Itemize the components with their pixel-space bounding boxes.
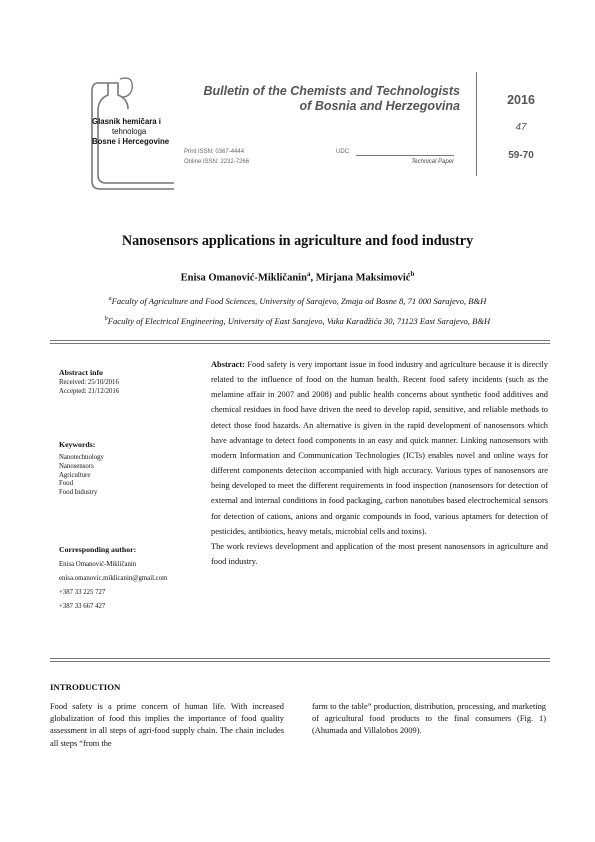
keywords-list xyxy=(59,454,104,498)
separator-bottom-2 xyxy=(50,661,550,662)
keywords-heading: Keywords: xyxy=(59,440,96,449)
logo-line1: Glasnik hemičara i xyxy=(92,117,161,126)
affiliation-a-text: Faculty of Agriculture and Food Sciences, University of Sarajevo, Zmaja od Bosne 8, 71 000 Sarajevo, B&H xyxy=(111,296,487,306)
keyword-item: Agriculture xyxy=(59,471,91,479)
received-date: Received: 25/10/2016 xyxy=(59,379,119,386)
corresponding-author-heading: Corresponding author: xyxy=(59,545,137,554)
introduction-heading: INTRODUCTION xyxy=(50,682,121,692)
abstract-paragraph-2: The work reviews development and application of the most present nanosensors in agriculture and food industry. xyxy=(211,541,548,567)
author-2-name: Mirjana Maksimović xyxy=(315,272,411,284)
author-2-sup: b xyxy=(410,270,415,278)
paper-title: Nanosensors applications in agriculture and food industry xyxy=(121,233,474,249)
abstract-paragraph-1 xyxy=(211,357,548,539)
header-divider xyxy=(476,72,477,176)
corresponding-author-email[interactable]: enisa.omanovic.miklicanin@gmail.com xyxy=(59,575,168,582)
keyword-item: Food Industry xyxy=(59,489,98,497)
affiliation-a xyxy=(40,296,555,306)
logo-text xyxy=(92,117,169,147)
logo-line2: tehnologa xyxy=(112,127,147,136)
affiliation-a-sup: a xyxy=(108,296,112,303)
year: 2016 xyxy=(507,93,535,107)
keyword-item: Nanosensors xyxy=(59,462,94,470)
abstract-label: Abstract: xyxy=(211,360,245,369)
separator-bottom-1 xyxy=(50,658,550,659)
udc-label: UDC: xyxy=(336,149,351,155)
corresponding-author-phone-2: +387 33 667 427 xyxy=(59,603,106,610)
corresponding-author-name: Enisa Omanović-Mikličanin xyxy=(59,561,137,568)
udc-line xyxy=(356,155,454,156)
authors xyxy=(40,270,555,284)
accepted-date: Accepted: 21/12/2016 xyxy=(59,388,120,395)
abstract xyxy=(211,357,548,569)
introduction-column-left: Food safety is a prime concern of human life. With increased globalization of food this implies the importance of food quality assessment in all steps of agri-food supply chain. The chain includes all steps “from the xyxy=(50,702,284,748)
abstract-info-heading: Abstract info xyxy=(59,368,103,377)
logo-line3: Bosne i Hercegovine xyxy=(92,137,170,146)
corresponding-author-phone-1: +387 33 225 727 xyxy=(59,589,106,596)
separator-top-2 xyxy=(50,343,550,344)
separator-top-1 xyxy=(50,340,550,341)
journal-title-line2: of Bosnia and Herzegovina xyxy=(299,99,460,113)
keyword-item: Nanotechnology xyxy=(59,454,104,461)
paper-type: Technical Paper xyxy=(411,159,454,165)
author-separator: , xyxy=(310,272,316,284)
abstract-text: Food safety is very important issue in food industry and agriculture because it is directly related to the influence of food on the human health. Recent food safety incidents (such as the melamine affair in 2007 and 2008) and public health concerns about synthetic food additives and chemical residues in food have driven the need to develop rapid, sensitive, and reliable methods to detect those food hazards. An alternative is given in the rapid development of nanosensors which have advantage to detect food components in an easy and quick manner. Linking nanosensors with modern Information and Communication Technologies (ICTs) enables novel and online ways for different components detection accompanied with high accuracy. Various types of nanosensors are being developed to meet the different requirements in food inspection (nanosensors for detection of external and internal conditions in food packaging, carbon nanotubes based electrochemical sensors for detection of cations, anions and organic compounds in food, various aptamers for detection of pesticides, antibiotics, heavy metals, microbial cells and toxins). xyxy=(211,360,548,536)
volume: 47 xyxy=(515,122,527,133)
journal-title xyxy=(150,84,460,114)
print-issn: Print ISSN: 0367-4444 xyxy=(184,149,245,155)
author-1-sup: a xyxy=(306,270,311,278)
pages: 59-70 xyxy=(508,150,534,161)
author-1-name: Enisa Omanović-Mikličanin xyxy=(180,272,307,284)
online-issn: Online ISSN: 2232-7266 xyxy=(184,159,250,165)
journal-title-line1: Bulletin of the Chemists and Technologists xyxy=(203,84,460,98)
affiliation-b-sup: b xyxy=(104,316,108,323)
keyword-item: Food xyxy=(59,480,73,488)
affiliation-b xyxy=(40,316,555,326)
introduction-column-right: farm to the table” production, distribution, processing, and marketing of agricultural food products to the final consumers (Fig. 1) (Ahumada and Villalobos 2009). xyxy=(312,702,546,736)
affiliation-b-text: Faculty of Electrical Engineering, University of East Sarajevo, Vuka Karadžića 30, 71123 East Sarajevo, B&H xyxy=(107,316,491,326)
